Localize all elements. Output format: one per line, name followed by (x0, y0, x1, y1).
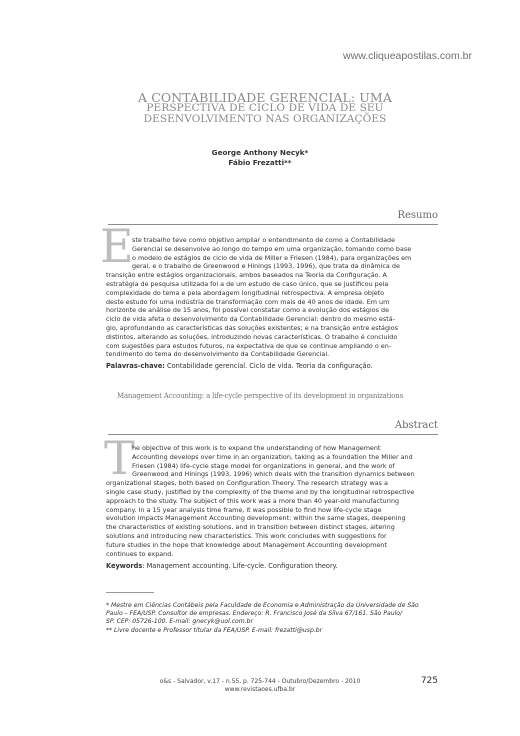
footnote-line-1: * Mestre em Ciências Contábeis pela Faculdade de Economia e Administração da Universidade de São (106, 602, 419, 609)
resumo-line: ste trabalho teve como objetivo ampliar o entendimento de como a Contabilidade (132, 236, 396, 244)
title-line-3: DESENVOLVIMENTO NAS ORGANIZAÇÕES (143, 113, 387, 125)
article-title (105, 92, 425, 125)
footer-citation: o&s - Salvador, v.17 - n.55, p. 725-744 - Outubro/Dezembro - 2010 (159, 678, 361, 685)
abstract-line: Greenwood and Hinings (1993, 1996) which deals with the transition dynamics between (132, 470, 415, 479)
resumo-line: Gerencial se desenvolve ao longo do tempo em uma organização, tomando como base (132, 244, 412, 253)
resumo-rule (108, 224, 438, 225)
english-title: Management Accounting: a life-cycle perspective of its development in organizations (116, 392, 404, 400)
resumo-line: estratégia de pesquisa utilizada foi a de um estudo de caso único, que se justificou pela (106, 279, 389, 288)
resumo-line: gio, aprofundando as características das soluções existentes; e na transição entre estágios (106, 323, 399, 332)
footnotes (106, 602, 436, 635)
abstract-line: continues to expand. (106, 549, 174, 558)
resumo-dropcap: E (100, 219, 134, 273)
footer (150, 678, 370, 694)
abstract-line: company. In a 15 year analysis time frame, it was possible to find how life-cycle stage (106, 505, 382, 514)
palavras-chave (106, 362, 436, 371)
footnote-line-4: ** Livre docente e Professor titular da FEA/USP. E-mail: frezatti@usp.br (106, 626, 323, 634)
resumo-line: complexidade do tema e pela abordagem longitudinal retrospectiva. A empresa objeto (106, 288, 385, 297)
palavras-chave-label: Palavras-chave: (106, 362, 165, 370)
resumo-line: o modelo de estágios de ciclo de vida de Miller e Friesen (1984), para organizações em (132, 253, 412, 262)
resumo-line: tendimento do tema do desenvolvimento da Contabilidade Gerencial. (106, 350, 330, 359)
page-number: 725 (420, 676, 438, 686)
authors (0, 148, 520, 168)
palavras-chave-text: Contabilidade gerencial. Ciclo de vida. Teoria da configuração. (167, 362, 373, 370)
abstract-body (106, 444, 426, 558)
abstract-line: evolution impacts Management Accounting development: within the same stages, deepening (106, 514, 406, 523)
abstract-dropcap: T (104, 431, 135, 485)
site-url[interactable]: www.cliqueapostilas.com.br (343, 50, 472, 62)
abstract-line: approach to the study. The subject of this work was a more than 40 year-old manufacturing (106, 496, 400, 505)
resumo-line: com sugestões para estudos futuros, na expectativa de que se continue ampliando o en- (106, 341, 392, 350)
resumo-body (106, 236, 426, 359)
title-line-2: PERSPECTIVA DE CICLO DE VIDA DE SEU (146, 102, 384, 114)
resumo-line: ciclo de vida afeta o desenvolvimento da Contabilidade Gerencial: dentro do mesmo está- (106, 315, 395, 324)
abstract-line: the characteristics of existing solutions, and in transition between distinct stages, altering (106, 523, 395, 532)
title-line-1: A CONTABILIDADE GERENCIAL: UMA (138, 90, 392, 105)
author-necyk: George Anthony Necyk* (211, 148, 309, 157)
footer-website[interactable]: www.revistaoes.ufba.br (224, 686, 296, 693)
keywords-label: Keywords (106, 562, 143, 570)
abstract-heading: Abstract (394, 420, 438, 431)
author-frezatti: Fábio Frezatti** (228, 158, 292, 167)
footnote-line-3: SP. CEP: 05726-100. E-mail: gnecyk@uol.com.br (106, 618, 254, 626)
footnote-line-2: Paulo – FEA/USP. Consultor de empresas. Endereço: R. Francisco José da Silva 67/161. São Paulo/ (106, 610, 403, 618)
abstract-line: organizational stages, both based on Configuration Theory. The research strategy was a (106, 479, 388, 488)
abstract-line: solutions and introducing new characteristics. This work concludes with suggestions for (106, 531, 387, 540)
footnote-rule (106, 592, 154, 593)
resumo-line: deste estudo foi uma indústria de transformação com mais de 40 anos de idade. Em um (106, 297, 390, 306)
keywords-text: : Management accounting. Life-cycle. Configuration theory. (142, 562, 338, 570)
resumo-line: distintos, alterando as soluções, introduzindo novas características. O trabalho é concluído (106, 332, 398, 341)
resumo-line: geral, e o trabalho de Greenwood e Hinings (1993, 1996), que trata da dinâmica de (132, 262, 400, 271)
abstract-line: Accounting develops over time in an organization, taking as a foundation the Miller and (132, 452, 413, 461)
abstract-line: single case study, justified by the complexity of the theme and by the longitudinal retrospective (106, 487, 415, 496)
abstract-line: future studies in the hope that knowledge about Management Accounting development (106, 540, 387, 549)
keywords (106, 562, 436, 571)
resumo-line: transição entre estágios organizacionais, ambos baseados na Teoria da Configuração. A (106, 271, 387, 280)
resumo-line: horizonte de análise de 15 anos, foi possível constatar como a evolução dos estágios de (106, 306, 389, 315)
abstract-line: he objective of this work is to expand the understanding of how Management (132, 444, 381, 452)
abstract-rule (108, 434, 438, 435)
abstract-line: Friesen (1984) life-cycle stage model for organizations in general, and the work of (132, 461, 395, 470)
resumo-heading: Resumo (397, 210, 438, 221)
